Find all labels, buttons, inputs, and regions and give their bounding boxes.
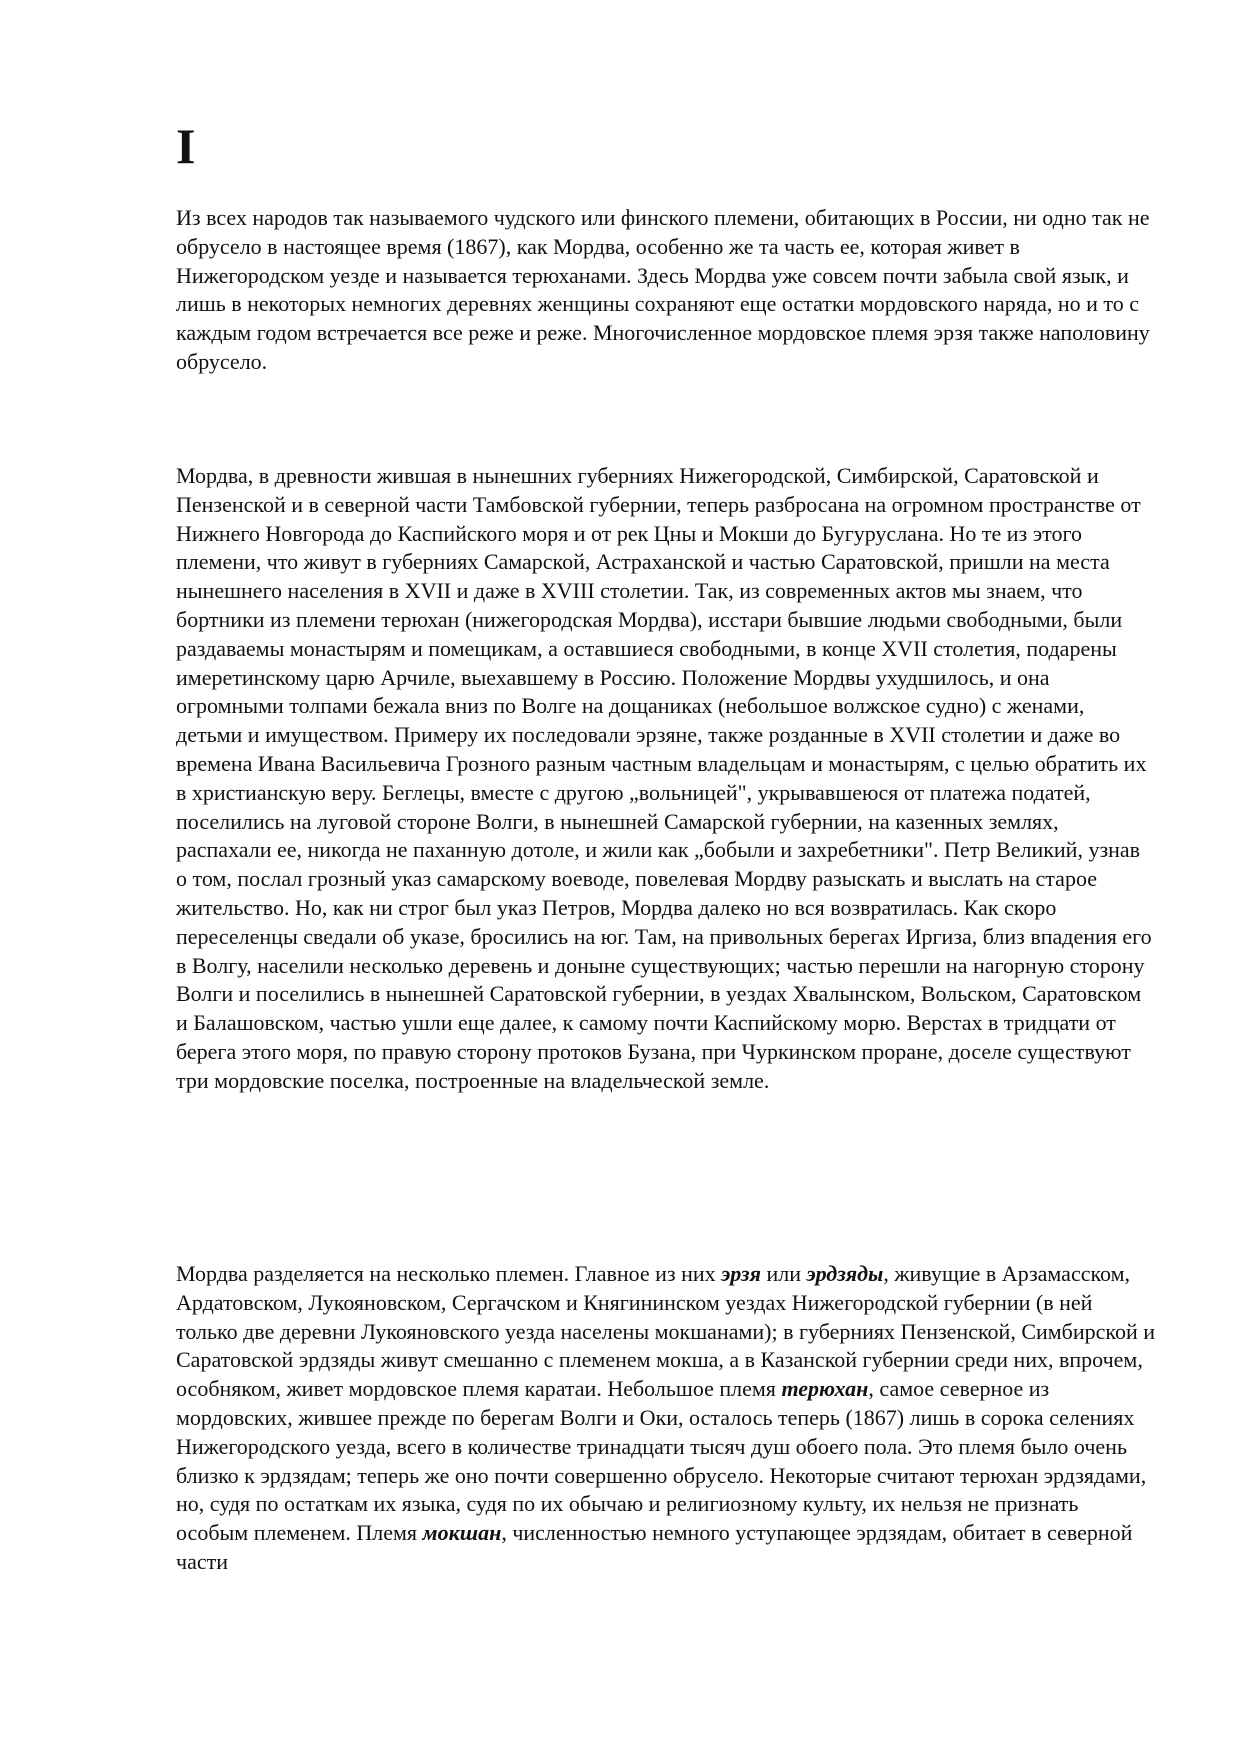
- paragraph-3-text-1: Мордва разделяется на несколько племен. Главное из них: [176, 1261, 722, 1286]
- term-mokshan: мокшан: [422, 1520, 502, 1546]
- term-erdzyady: эрдзяды: [806, 1261, 884, 1286]
- paragraph-2: Мордва, в древности жившая в нынешних губерниях Нижегородской, Симбирской, Саратовской и Пензенской и в северной части Тамбовской губернии, теперь разбросана на огромном пространстве от Нижнего Новгорода до Каспийского моря и от рек Цны и Мокши до Бугуруслана. Но те из этого племени, что живут в губерниях Самарской, Астраханской и частью Саратовской, пришли на места нынешнего населения в XVII и даже в XVIII столетии. Так, из современных актов мы знаем, что бортники из племени терюхан (нижегородская Мордва), исстари бывшие людьми свободными, были раздаваемы монастырям и помещикам, а оставшиеся свободными, в конце XVII столетия, подарены имеретинскому царю Арчиле, выехавшему в Россию. Положение Мордвы ухудшилось, и она огромными толпами бежала вниз по Волге на дощаниках (небольшое волжское судно) с женами, детьми и имуществом. Примеру их последовали эрзяне, также розданные в XVII столетии и даже во времена Ивана Васильевича Грозного разным частным владельцам и монастырям, с целью обратить их в христианскую веру. Беглецы, вместе с другою „вольницей", укрывавшеюся от платежа податей, поселились на луговой стороне Волги, в нынешней Самарской губернии, на казенных землях, распахали ее, никогда не паханную дотоле, и жили как „бобыли и захребетники". Петр Великий, узнав о том, послал грозный указ самарскому воеводе, повелевая Мордву разыскать и выслать на старое жительство. Но, как ни строг был указ Петров, Мордва далеко но вся возвратилась. Как скоро переселенцы сведали об указе, бросились на юг. Там, на привольных берегах Иргиза, близ впадения его в Волгу, населили несколько деревень и доныне существующих; частью перешли на нагорную сторону Волги и поселились в нынешней Саратовской губернии, в уездах Хвалынском, Вольском, Саратовском и Балашовском, частью ушли еще далее, к самому почти Каспийскому морю. Верстах в тридцати от берега этого моря, по правую сторону протоков Бузана, при Чуркинском проране, доселе существуют три мордовские поселка, построенные на владельческой земле.: [176, 463, 1152, 1093]
- term-teryukhan: терюхан: [781, 1376, 869, 1402]
- paragraph-3-text-3: , живущие в Арзамасском, Ардатовском, Лукояновском, Сергачском и Княгининском уездах Нижегородской губернии (в ней только две деревни Лукояновского уезда населены мокшанами); в губерниях Пензенской, Симбирской и Саратовской эрдзяды живут смешанно с племенем мокша, а в Казанской губернии среди них, впрочем, особняком, живет мордовское племя каратаи. Небольшое племя: [176, 1261, 1156, 1402]
- chapter-heading: I: [176, 118, 196, 174]
- paragraph-3-text-5: , численностью немного уступающее эрдзядам, обитает в северной части: [176, 1520, 1133, 1574]
- paragraph-3: [176, 1260, 1156, 1577]
- term-erzya: эрзя: [721, 1261, 761, 1286]
- paragraph-1: Из всех народов так называемого чудского или финского племени, обитающих в России, ни одно так не обрусело в настоящее время (1867), как Мордва, особенно же та часть ее, которая живет в Нижегородском уезде и называется терюханами. Здесь Мордва уже совсем почти забыла свой язык, и лишь в некоторых немногих деревнях женщины сохраняют еще остатки мордовского наряда, но и то с каждым годом встречается все реже и реже. Многочисленное мордовское племя эрзя также наполовину обрусело.: [176, 205, 1150, 374]
- paragraph-3-text-4: , самое северное из мордовских, жившее прежде по берегам Волги и Оки, осталось теперь (1867) лишь в сорока селениях Нижегородского уезда, всего в количестве тринадцати тысяч душ обоего пола. Это племя было очень близко к эрдзядам; теперь же оно почти совершенно обрусело. Некоторые считают терюхан эрдзядами, но, судя по остаткам их языка, судя по их обычаю и религиозному культу, их нельзя не признать особым племенем. Племя: [176, 1376, 1147, 1546]
- paragraph-3-text-2: или: [760, 1261, 807, 1286]
